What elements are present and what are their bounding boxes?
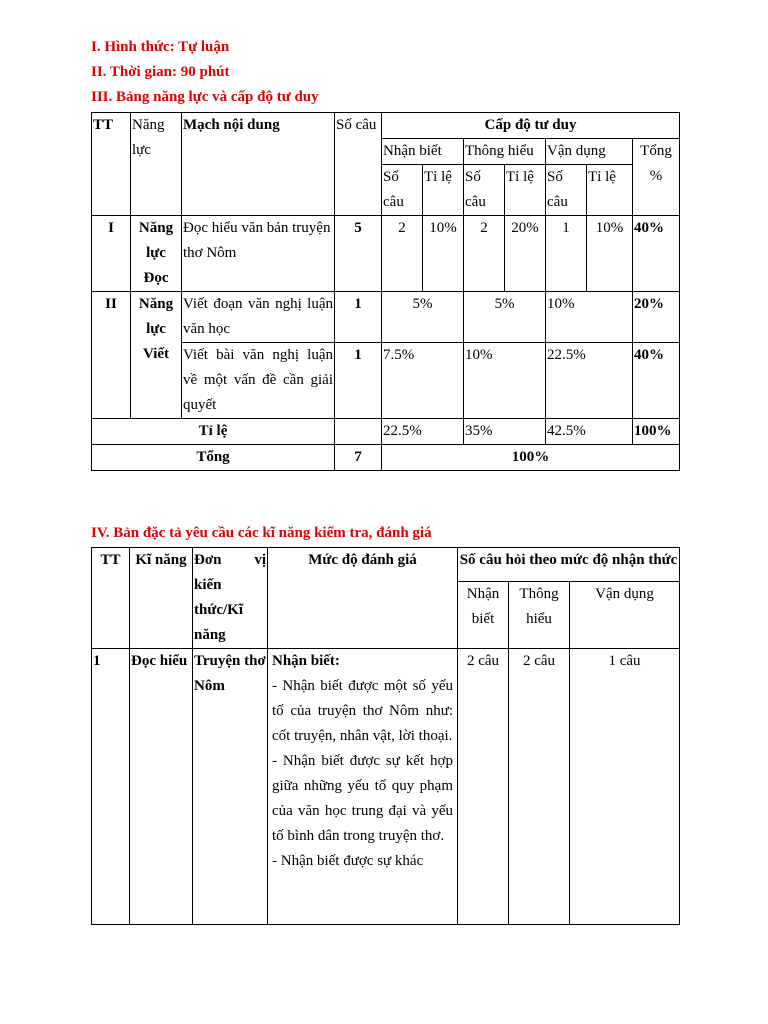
row-noi-dung: Đọc hiểu văn bản truyện thơ Nôm — [182, 216, 335, 292]
section-heading-table: III. Bảng năng lực và cấp độ tư duy — [91, 89, 319, 105]
tong-total: 100% — [382, 445, 680, 471]
muc-do-bullet: - Nhận biết được sự kết hợp giữa những yếu tố quy phạm của văn học trung đại và yếu tố bình dân trong truyện thơ. — [272, 753, 453, 844]
header-tt: TT — [92, 548, 130, 649]
cell-vd: 22.5% — [546, 343, 633, 419]
sub-header-ti-le: Tỉ lệ — [505, 165, 546, 216]
header-tt: TT — [92, 113, 131, 216]
row-so-cau: 1 — [335, 292, 382, 343]
cell-tong: 100% — [633, 419, 680, 445]
cell-nb-so-cau: 2 — [382, 216, 423, 292]
cell-vd-ti-le: 10% — [587, 216, 633, 292]
header-mach-noi-dung: Mạch nội dung — [182, 113, 335, 216]
sub-header-ti-le: Tỉ lệ — [423, 165, 464, 216]
row-don-vi: Truyện thơ Nôm — [193, 649, 268, 925]
row-tt: II — [92, 292, 131, 419]
cell-th: 10% — [464, 343, 546, 419]
competency-table — [91, 112, 680, 471]
header-ki-nang: Kĩ năng — [130, 548, 193, 649]
cell-nb: 2 câu — [458, 649, 509, 925]
section-heading-form: I. Hình thức: Tự luận — [91, 39, 230, 55]
header-cap-do-tu-duy: Cấp độ tư duy — [382, 113, 680, 139]
cell-nb: 7.5% — [382, 343, 464, 419]
cell-nb-ti-le: 10% — [423, 216, 464, 292]
row-tt: I — [92, 216, 131, 292]
cell-nb: 22.5% — [382, 419, 464, 445]
table-row — [92, 216, 680, 292]
row-so-cau: 1 — [335, 343, 382, 419]
row-ki-nang: Đọc hiểu — [130, 649, 193, 925]
header-tong: Tổng % — [633, 139, 680, 216]
cell-vd: 42.5% — [546, 419, 633, 445]
sub-header-so-cau: Số câu — [464, 165, 505, 216]
cell-tong: 40% — [633, 216, 680, 292]
cell-th: 2 câu — [509, 649, 570, 925]
header-nang-luc: Năng lực — [131, 113, 182, 216]
empty-cell — [335, 419, 382, 445]
header-van-dung: Vận dụng — [570, 582, 680, 649]
cell-th: 35% — [464, 419, 546, 445]
header-van-dung: Vận dụng — [546, 139, 633, 165]
tong-label: Tổng — [92, 445, 335, 471]
header-so-cau: Số câu — [335, 113, 382, 216]
muc-do-bullet: - Nhận biết được một số yếu tố của truyện thơ Nôm như: cốt truyện, nhân vật, lời thoại. — [272, 678, 453, 744]
cell-vd-so-cau: 1 — [546, 216, 587, 292]
cell-th-ti-le: 20% — [505, 216, 546, 292]
sub-header-ti-le: Tỉ lệ — [587, 165, 633, 216]
section-heading-spec: IV. Bản đặc tả yêu cầu các kĩ năng kiểm tra, đánh giá — [91, 525, 432, 541]
header-muc-do: Mức độ đánh giá — [268, 548, 458, 649]
ti-le-row — [92, 419, 680, 445]
muc-do-title: Nhận biết: — [272, 653, 340, 669]
row-noi-dung: Viết đoạn văn nghị luận văn học — [182, 292, 335, 343]
header-thong-hieu: Thông hiểu — [464, 139, 546, 165]
sub-header-so-cau: Số câu — [382, 165, 423, 216]
header-nhan-biet: Nhận biết — [458, 582, 509, 649]
row-so-cau: 5 — [335, 216, 382, 292]
header-nhan-biet: Nhận biết — [382, 139, 464, 165]
table-row — [92, 292, 680, 343]
tong-so-cau: 7 — [335, 445, 382, 471]
cell-nb: 5% — [382, 292, 464, 343]
ti-le-label: Tỉ lệ — [92, 419, 335, 445]
cell-vd: 10% — [546, 292, 633, 343]
cell-vd: 1 câu — [570, 649, 680, 925]
row-tt: 1 — [92, 649, 130, 925]
spec-table — [91, 547, 680, 925]
tong-row — [92, 445, 680, 471]
cell-tong: 20% — [633, 292, 680, 343]
row-nang-luc: Năng lực Đọc — [131, 216, 182, 292]
cell-tong: 40% — [633, 343, 680, 419]
row-nang-luc: Năng lực Viết — [131, 292, 182, 419]
row-muc-do — [268, 649, 458, 925]
header-so-cau-hoi: Số câu hỏi theo mức độ nhận thức — [458, 548, 680, 582]
section-heading-time: II. Thời gian: 90 phút — [91, 64, 230, 80]
cell-th: 5% — [464, 292, 546, 343]
header-don-vi: Đơn vị kiến thức/Kĩ năng — [193, 548, 268, 649]
muc-do-bullet: - Nhận biết được sự khác — [272, 853, 424, 869]
table-row — [92, 649, 680, 925]
header-thong-hieu: Thông hiểu — [509, 582, 570, 649]
row-noi-dung: Viết bài văn nghị luận về một vấn đề cần giải quyết — [182, 343, 335, 419]
sub-header-so-cau: Số câu — [546, 165, 587, 216]
cell-th-so-cau: 2 — [464, 216, 505, 292]
